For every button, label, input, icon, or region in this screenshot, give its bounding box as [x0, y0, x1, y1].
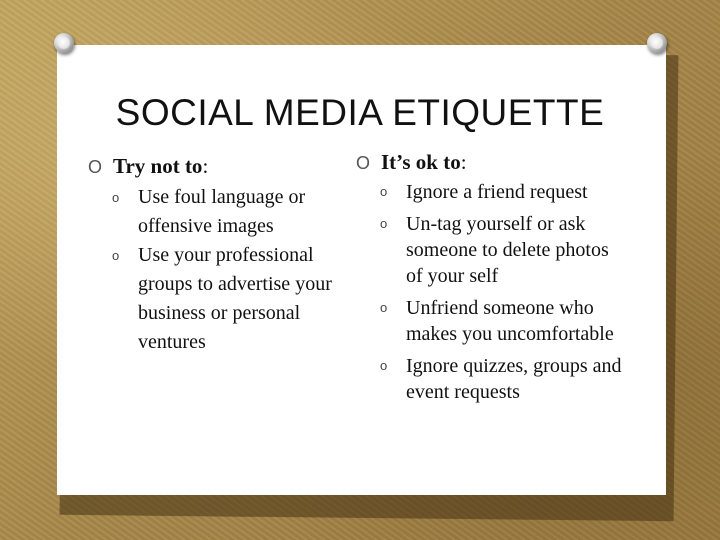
heading-colon: :	[202, 154, 209, 178]
list-item	[380, 295, 626, 347]
try-not-to-column	[88, 154, 338, 357]
list-item-text: Unfriend someone who makes you uncomfortable	[406, 297, 614, 345]
main-bullet-icon: O	[356, 153, 371, 173]
list-item-text: Un-tag yourself or ask someone to delete photos of your self	[406, 213, 609, 287]
list-item-text: Use foul language or offensive images	[138, 186, 306, 237]
list-item	[380, 211, 626, 289]
slide-title: SOCIAL MEDIA ETIQUETTE	[115, 92, 605, 133]
its-ok-to-column	[356, 150, 626, 411]
main-bullet-icon: O	[88, 157, 103, 177]
list-item	[380, 353, 626, 405]
list-item	[380, 179, 626, 205]
pushpin-icon	[54, 33, 74, 53]
list-item-text: Ignore a friend request	[406, 181, 588, 203]
pushpin-icon	[647, 33, 667, 53]
sub-bullet-icon: o	[112, 248, 120, 263]
sub-bullet-icon: o	[380, 216, 388, 231]
sub-bullet-icon: o	[380, 358, 388, 373]
column-heading	[356, 150, 626, 175]
list-item	[112, 183, 338, 241]
list-item-text: Ignore quizzes, groups and event requests	[406, 355, 622, 403]
heading-text: Try not to	[113, 154, 203, 178]
sub-bullet-icon: o	[380, 300, 388, 315]
heading-text: It’s ok to	[381, 150, 461, 174]
heading-colon: :	[460, 150, 467, 174]
sub-bullet-icon: o	[380, 184, 388, 199]
column-heading	[88, 154, 338, 179]
bullet-list	[380, 179, 626, 405]
list-item	[112, 241, 338, 357]
list-item-text: Use your professional groups to advertise your business or personal ventures	[138, 244, 332, 353]
bullet-list	[112, 183, 338, 357]
sub-bullet-icon: o	[112, 190, 120, 205]
